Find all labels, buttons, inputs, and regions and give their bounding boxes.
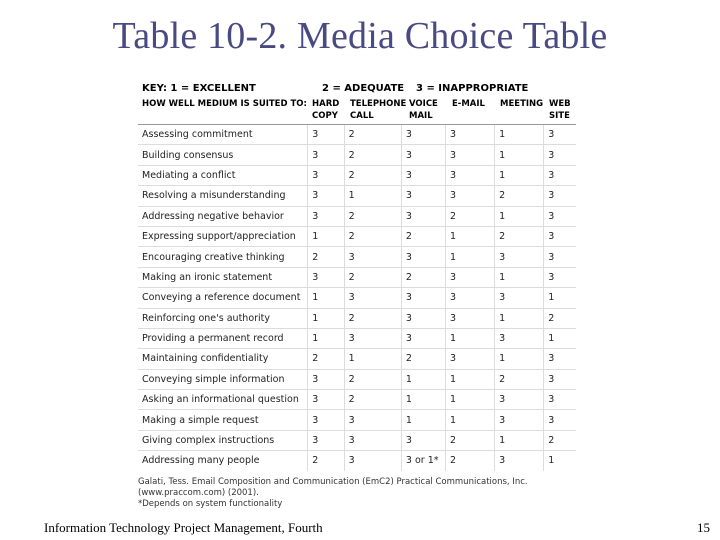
credit-line-2: (www.praccom.com) (2001). xyxy=(138,487,259,498)
header-voice-line1: VOICE xyxy=(409,99,438,109)
rating-cell: 2 xyxy=(308,247,344,267)
task-cell: Building consensus xyxy=(138,145,308,165)
rating-cell: 3 xyxy=(495,451,544,471)
rating-cell: 3 xyxy=(446,308,495,328)
table-row xyxy=(138,165,576,185)
rating-cell: 3 xyxy=(544,267,576,287)
header-telephone-line2: CALL xyxy=(350,111,374,121)
header-web-site xyxy=(549,98,571,122)
rating-cell: 1 xyxy=(544,328,576,348)
key-excellent: KEY: 1 = EXCELLENT xyxy=(142,83,256,94)
rating-cell: 2 xyxy=(308,349,344,369)
rating-cell: 2 xyxy=(495,369,544,389)
table-row xyxy=(138,125,576,145)
rating-cell: 3 xyxy=(495,328,544,348)
task-cell: Resolving a misunderstanding xyxy=(138,186,308,206)
rating-cell: 3 xyxy=(401,145,445,165)
rating-cell: 3 xyxy=(544,186,576,206)
rating-cell: 3 xyxy=(308,145,344,165)
task-cell: Conveying a reference document xyxy=(138,288,308,308)
rating-cell: 2 xyxy=(544,308,576,328)
rating-cell: 1 xyxy=(544,451,576,471)
rating-cell: 3 xyxy=(446,145,495,165)
table-row xyxy=(138,226,576,246)
rating-cell: 3 xyxy=(344,247,401,267)
slide-title: Table 10-2. Media Choice Table xyxy=(112,15,608,57)
task-cell: Making a simple request xyxy=(138,410,308,430)
rating-cell: 3 xyxy=(401,186,445,206)
rating-cell: 3 xyxy=(308,206,344,226)
rating-cell: 3 xyxy=(344,410,401,430)
table-row xyxy=(138,267,576,287)
rating-cell: 2 xyxy=(344,308,401,328)
table-row xyxy=(138,349,576,369)
rating-cell: 2 xyxy=(446,451,495,471)
rating-cell: 1 xyxy=(401,369,445,389)
rating-cell: 2 xyxy=(344,165,401,185)
task-cell: Expressing support/appreciation xyxy=(138,226,308,246)
header-web-line1: WEB xyxy=(549,99,571,109)
task-cell: Asking an informational question xyxy=(138,390,308,410)
footer-book-title: Information Technology Project Management, Fourth xyxy=(44,520,323,535)
header-telephone-line1: TELEPHONE xyxy=(350,99,407,109)
rating-cell: 1 xyxy=(401,410,445,430)
rating-cell: 3 xyxy=(308,165,344,185)
rating-cell: 3 xyxy=(401,206,445,226)
rating-cell: 2 xyxy=(401,349,445,369)
task-cell: Giving complex instructions xyxy=(138,430,308,450)
rating-cell: 3 or 1* xyxy=(401,451,445,471)
rating-cell: 2 xyxy=(344,206,401,226)
task-cell: Conveying simple information xyxy=(138,369,308,389)
rating-cell: 3 xyxy=(544,349,576,369)
rating-cell: 3 xyxy=(308,410,344,430)
task-cell: Assessing commitment xyxy=(138,125,308,145)
rating-cell: 3 xyxy=(344,451,401,471)
rating-cell: 2 xyxy=(344,125,401,145)
header-meeting xyxy=(500,98,543,110)
rating-cell: 3 xyxy=(544,165,576,185)
task-cell: Addressing negative behavior xyxy=(138,206,308,226)
rating-cell: 2 xyxy=(308,451,344,471)
table-row xyxy=(138,288,576,308)
rating-cell: 2 xyxy=(344,390,401,410)
key-legend xyxy=(138,82,584,96)
rating-cell: 1 xyxy=(308,288,344,308)
rating-cell: 1 xyxy=(544,288,576,308)
header-web-line2: SITE xyxy=(549,111,570,121)
header-telephone-call xyxy=(350,98,406,122)
table-row xyxy=(138,145,576,165)
rating-cell: 3 xyxy=(495,410,544,430)
header-meeting-line1: MEETING xyxy=(500,99,544,109)
table-row xyxy=(138,369,576,389)
rating-cell: 3 xyxy=(446,349,495,369)
rating-cell: 3 xyxy=(344,328,401,348)
rating-cell: 3 xyxy=(446,267,495,287)
rating-cell: 3 xyxy=(544,369,576,389)
column-headers xyxy=(138,98,584,124)
table-row xyxy=(138,451,576,471)
header-hard-copy xyxy=(312,98,339,122)
rating-cell: 2 xyxy=(344,369,401,389)
rating-cell: 1 xyxy=(401,390,445,410)
rating-cell: 3 xyxy=(344,288,401,308)
rating-cell: 3 xyxy=(308,390,344,410)
rating-cell: 1 xyxy=(446,247,495,267)
task-cell: Encouraging creative thinking xyxy=(138,247,308,267)
table-row xyxy=(138,430,576,450)
rating-cell: 1 xyxy=(495,349,544,369)
rating-cell: 3 xyxy=(401,125,445,145)
task-cell: Mediating a conflict xyxy=(138,165,308,185)
rating-cell: 1 xyxy=(446,226,495,246)
rating-cell: 1 xyxy=(446,410,495,430)
rating-cell: 1 xyxy=(446,390,495,410)
rating-cell: 1 xyxy=(495,165,544,185)
rating-cell: 1 xyxy=(446,328,495,348)
rating-cell: 3 xyxy=(446,186,495,206)
rating-cell: 3 xyxy=(544,125,576,145)
rating-cell: 1 xyxy=(495,267,544,287)
header-voice-mail xyxy=(409,98,438,122)
media-choice-table xyxy=(138,124,576,471)
header-hard-copy-line1: HARD xyxy=(312,99,340,109)
rating-cell: 1 xyxy=(308,328,344,348)
table-row xyxy=(138,247,576,267)
rating-cell: 3 xyxy=(308,369,344,389)
rating-cell: 3 xyxy=(446,125,495,145)
rating-cell: 3 xyxy=(544,145,576,165)
table-row xyxy=(138,308,576,328)
table-row xyxy=(138,328,576,348)
rating-cell: 1 xyxy=(344,186,401,206)
header-email-line1: E-MAIL xyxy=(452,99,485,109)
rating-cell: 3 xyxy=(495,247,544,267)
header-task: HOW WELL MEDIUM IS SUITED TO: xyxy=(142,99,307,109)
rating-cell: 1 xyxy=(344,349,401,369)
rating-cell: 2 xyxy=(495,226,544,246)
rating-cell: 3 xyxy=(544,247,576,267)
rating-cell: 3 xyxy=(401,308,445,328)
header-hard-copy-line2: COPY xyxy=(312,111,338,121)
rating-cell: 3 xyxy=(308,125,344,145)
rating-cell: 1 xyxy=(495,430,544,450)
rating-cell: 2 xyxy=(446,206,495,226)
media-choice-table-area xyxy=(138,82,584,510)
credit-footnote: *Depends on system functionality xyxy=(138,498,283,509)
key-inappropriate: 3 = INAPPROPRIATE xyxy=(416,83,529,94)
task-cell: Reinforcing one's authority xyxy=(138,308,308,328)
rating-cell: 2 xyxy=(544,430,576,450)
rating-cell: 1 xyxy=(495,145,544,165)
rating-cell: 2 xyxy=(344,226,401,246)
credit-line-1: Galati, Tess. Email Composition and Communication (EmC2) Practical Communications, Inc. xyxy=(138,476,528,487)
task-cell: Providing a permanent record xyxy=(138,328,308,348)
rating-cell: 3 xyxy=(544,206,576,226)
rating-cell: 1 xyxy=(495,125,544,145)
rating-cell: 1 xyxy=(495,308,544,328)
rating-cell: 3 xyxy=(401,247,445,267)
rating-cell: 3 xyxy=(544,390,576,410)
rating-cell: 2 xyxy=(495,186,544,206)
task-cell: Making an ironic statement xyxy=(138,267,308,287)
rating-cell: 3 xyxy=(401,165,445,185)
rating-cell: 3 xyxy=(495,288,544,308)
rating-cell: 2 xyxy=(401,267,445,287)
rating-cell: 1 xyxy=(308,226,344,246)
rating-cell: 3 xyxy=(308,430,344,450)
rating-cell: 3 xyxy=(446,165,495,185)
table-row xyxy=(138,206,576,226)
source-credit xyxy=(138,477,584,510)
rating-cell: 1 xyxy=(446,369,495,389)
rating-cell: 3 xyxy=(544,410,576,430)
rating-cell: 3 xyxy=(401,328,445,348)
rating-cell: 3 xyxy=(308,267,344,287)
rating-cell: 3 xyxy=(495,390,544,410)
rating-cell: 2 xyxy=(446,430,495,450)
rating-cell: 2 xyxy=(344,145,401,165)
rating-cell: 3 xyxy=(544,226,576,246)
header-voice-line2: MAIL xyxy=(409,111,433,121)
rating-cell: 3 xyxy=(446,288,495,308)
rating-cell: 3 xyxy=(401,430,445,450)
rating-cell: 1 xyxy=(495,206,544,226)
task-cell: Addressing many people xyxy=(138,451,308,471)
page-number: 15 xyxy=(697,520,710,535)
rating-cell: 1 xyxy=(308,308,344,328)
table-row xyxy=(138,410,576,430)
table-row xyxy=(138,186,576,206)
rating-cell: 3 xyxy=(401,288,445,308)
rating-cell: 2 xyxy=(344,267,401,287)
rating-cell: 3 xyxy=(344,430,401,450)
table-row xyxy=(138,390,576,410)
key-adequate: 2 = ADEQUATE xyxy=(322,83,405,94)
task-cell: Maintaining confidentiality xyxy=(138,349,308,369)
rating-cell: 3 xyxy=(308,186,344,206)
header-email xyxy=(452,98,485,110)
rating-cell: 2 xyxy=(401,226,445,246)
